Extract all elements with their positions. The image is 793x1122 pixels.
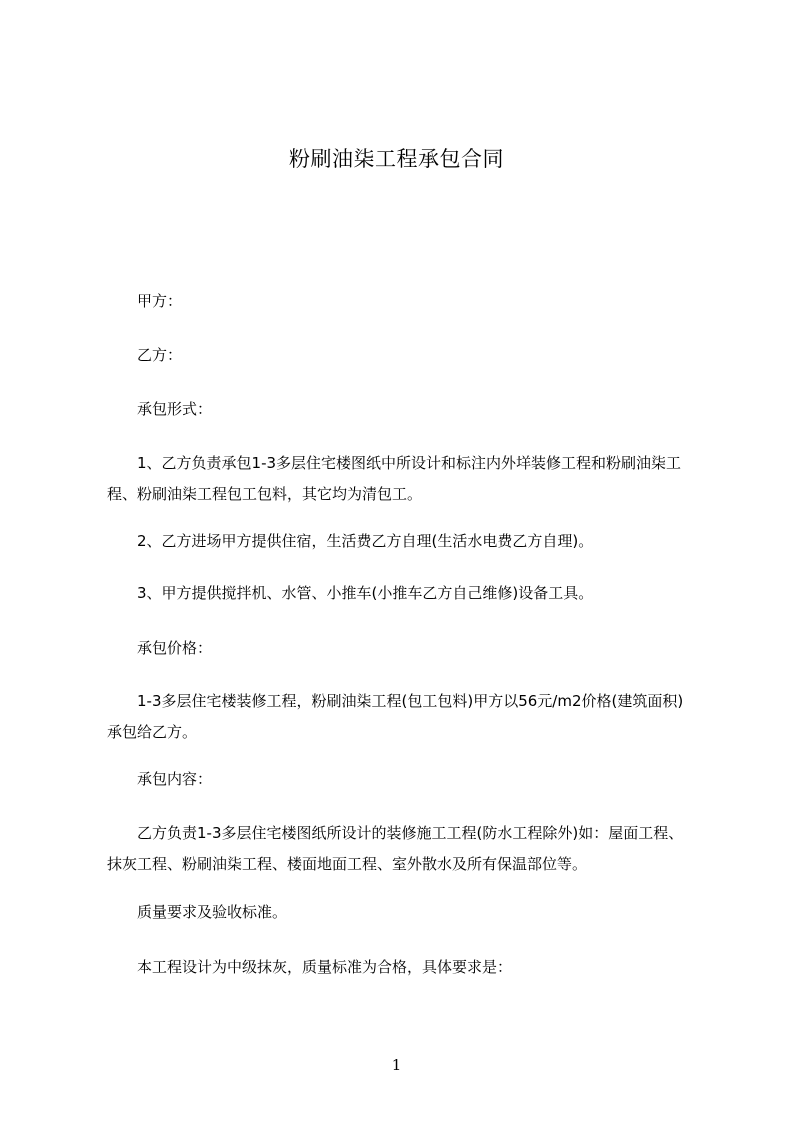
- document-title: 粉刷油柒工程承包合同: [289, 147, 504, 171]
- price-text: 1-3多层住宅楼装修工程，粉刷油柒工程(包工包料)甲方以56元/m2价格(建筑面积)承包给乙方。: [107, 692, 684, 741]
- quality-text: 本工程设计为中级抹灰，质量标准为合格，具体要求是：: [137, 958, 513, 976]
- contract-form-heading: 承包形式：: [137, 400, 213, 418]
- content-text: 乙方负责1-3多层住宅楼图纸所设计的装修施工工程(防水工程除外)如：屋面工程、抹灰工程、粉刷油柒工程、楼面地面工程、室外散水及所有保温部位等。: [107, 824, 684, 873]
- clause-2: 2、乙方进场甲方提供住宿，生活费乙方自理(生活水电费乙方自理)。: [137, 532, 594, 550]
- clause-3: 3、甲方提供搅拌机、水管、小推车(小推车乙方自己维修)设备工具。: [137, 584, 594, 602]
- party-b-label: 乙方：: [137, 346, 183, 364]
- price-heading: 承包价格：: [137, 639, 213, 657]
- party-a-label: 甲方：: [137, 292, 183, 310]
- quality-heading: 质量要求及验收标准。: [137, 903, 288, 921]
- clause-1: 1、乙方负责承包1-3多层住宅楼图纸中所设计和标注内外垟装修工程和粉刷油柒工程、粉刷油柒工程包工包料，其它均为清包工。: [107, 454, 682, 503]
- content-heading: 承包内容：: [137, 770, 213, 788]
- page-number: 1: [391, 1056, 402, 1074]
